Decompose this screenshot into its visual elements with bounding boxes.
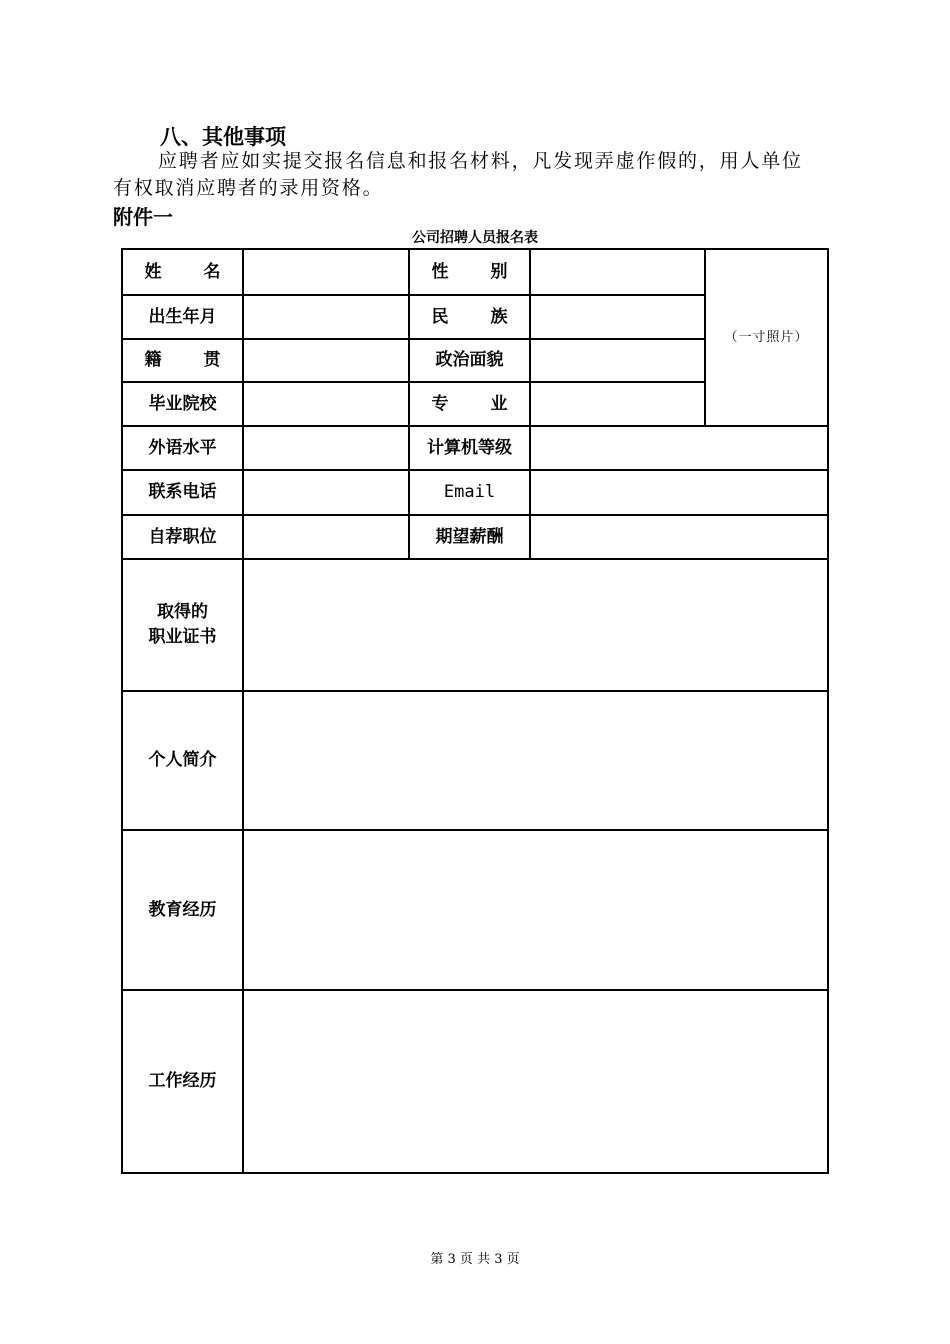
education-label: 教育经历 — [148, 899, 217, 920]
ethnicity-label-char: 族 — [490, 306, 508, 327]
notice-line-2: 有权取消应聘者的录用资格。 — [113, 177, 384, 199]
position-label: 自荐职位 — [148, 526, 217, 547]
gender-label — [410, 250, 529, 294]
section-heading: 八、其他事项 — [160, 125, 286, 149]
name-label-char: 姓 — [144, 261, 162, 282]
annex-label: 附件一 — [113, 205, 173, 229]
name-label — [123, 250, 242, 294]
major-label-char: 业 — [490, 393, 508, 414]
foreign-language-label: 外语水平 — [148, 437, 217, 458]
email-field[interactable] — [531, 471, 827, 514]
photo-placeholder[interactable] — [706, 250, 827, 425]
native-place-field[interactable] — [244, 340, 408, 381]
notice-line-1: 应聘者应如实提交报名信息和报名材料，凡发现弄虚作假的，用人单位 — [158, 150, 803, 172]
ethnicity-field[interactable] — [531, 296, 704, 338]
certificates-label-line: 取得的 — [157, 602, 208, 622]
salary-label: 期望薪酬 — [435, 526, 504, 547]
phone-field[interactable] — [244, 471, 408, 514]
major-label-char: 专 — [431, 393, 449, 414]
birth-label: 出生年月 — [148, 306, 217, 327]
profile-label: 个人简介 — [148, 750, 217, 770]
computer-level-label: 计算机等级 — [427, 437, 512, 458]
gender-label-char: 性 — [431, 261, 449, 282]
political-status-label: 政治面貌 — [435, 350, 504, 370]
email-label: Email — [443, 482, 496, 502]
page-footer: 第 3 页 共 3 页 — [430, 1252, 520, 1267]
phone-label: 联系电话 — [148, 482, 217, 502]
education-field[interactable] — [244, 831, 827, 989]
work-label: 工作经历 — [148, 1071, 217, 1091]
work-field[interactable] — [244, 991, 827, 1172]
form-title: 公司招聘人员报名表 — [412, 230, 538, 246]
certificates-field[interactable] — [244, 560, 827, 690]
major-field[interactable] — [531, 383, 704, 425]
native-place-label — [123, 340, 242, 381]
position-field[interactable] — [244, 516, 408, 558]
native-place-label-char: 籍 — [144, 350, 162, 370]
salary-field[interactable] — [531, 516, 827, 558]
registration-form — [121, 248, 829, 1174]
gender-field[interactable] — [531, 250, 704, 294]
native-place-label-char: 贯 — [203, 350, 221, 370]
foreign-language-field[interactable] — [244, 427, 408, 469]
gender-label-char: 别 — [490, 261, 508, 282]
birth-field[interactable] — [244, 296, 408, 338]
ethnicity-label-char: 民 — [431, 306, 449, 327]
notice-paragraph — [113, 148, 843, 202]
name-field[interactable] — [244, 250, 408, 294]
certificates-label — [123, 560, 242, 690]
name-label-char: 名 — [203, 261, 221, 282]
school-label: 毕业院校 — [148, 393, 217, 414]
major-label — [410, 383, 529, 425]
ethnicity-label — [410, 296, 529, 338]
profile-field[interactable] — [244, 692, 827, 829]
political-status-field[interactable] — [531, 340, 704, 381]
computer-level-field[interactable] — [531, 427, 827, 469]
photo-hint: （一寸照片） — [724, 330, 809, 345]
school-field[interactable] — [244, 383, 408, 425]
certificates-label-line: 职业证书 — [148, 627, 217, 647]
